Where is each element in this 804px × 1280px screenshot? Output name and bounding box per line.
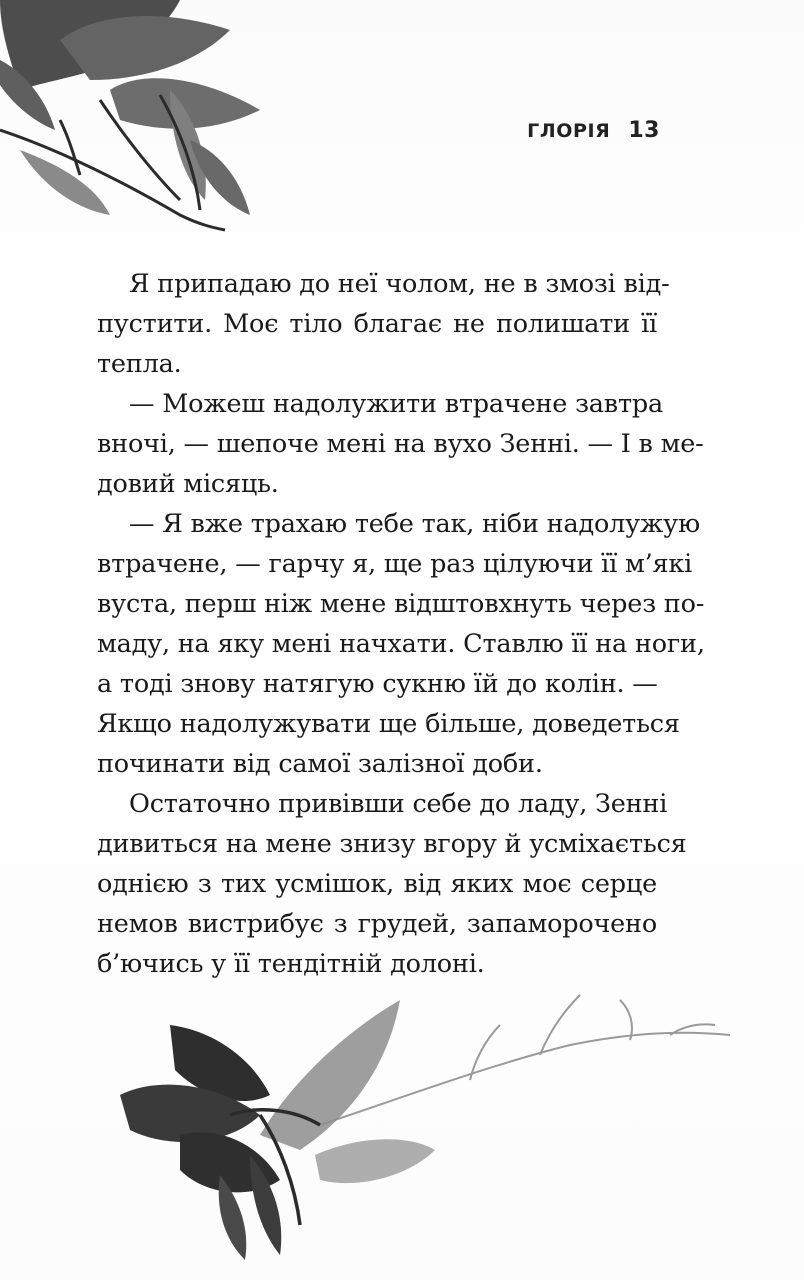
text-line: однією з тих усмішок, від яких моє серце <box>97 869 657 899</box>
running-head <box>470 118 660 143</box>
text-line: а тоді знову натягую сукню їй до колін. — <box>97 669 658 699</box>
paragraph-3 <box>97 504 705 784</box>
body-text <box>97 264 705 984</box>
text-line: довий місяць. <box>97 469 279 499</box>
text-line: — Я вже трахаю тебе так, ніби надолужую <box>129 509 700 539</box>
text-line: немов вистрибує з грудей, запаморочено <box>97 909 657 939</box>
text-line: — Можеш надолужити втрачене завтра <box>129 389 663 419</box>
page-number: 13 <box>628 118 660 143</box>
text-line: починати від самої залізної доби. <box>97 749 543 779</box>
text-line: вуста, перш ніж мене відштовхнуть через по- <box>97 589 705 619</box>
text-line: б’ючись у її тендітній долоні. <box>97 949 485 979</box>
text-line: Я припадаю до неї чолом, не в змозі від- <box>129 269 670 299</box>
text-line: пустити. Моє тіло благає не полишати її <box>97 309 657 339</box>
text-line: Якщо надолужувати ще більше, доведеться <box>97 709 680 739</box>
paragraph-2 <box>97 384 704 504</box>
text-line: тепла. <box>97 349 182 379</box>
paragraph-1 <box>97 264 670 384</box>
text-line: Остаточно привівши себе до ладу, Зенні <box>129 789 668 819</box>
section-title: ГЛОРІЯ <box>527 120 611 142</box>
text-line: втрачене, — гарчу я, ще раз цілуючи її м’які <box>97 549 693 579</box>
text-line: маду, на яку мені начхати. Ставлю її на ноги, <box>97 629 705 659</box>
text-line: дивиться на мене знизу вгору й усміхається <box>97 829 687 859</box>
text-line: вночі, — шепоче мені на вухо Зенні. — І в ме- <box>97 429 704 459</box>
paragraph-4 <box>97 784 687 984</box>
top-leaves-illustration <box>0 0 300 240</box>
bottom-branch-illustration <box>110 985 770 1270</box>
